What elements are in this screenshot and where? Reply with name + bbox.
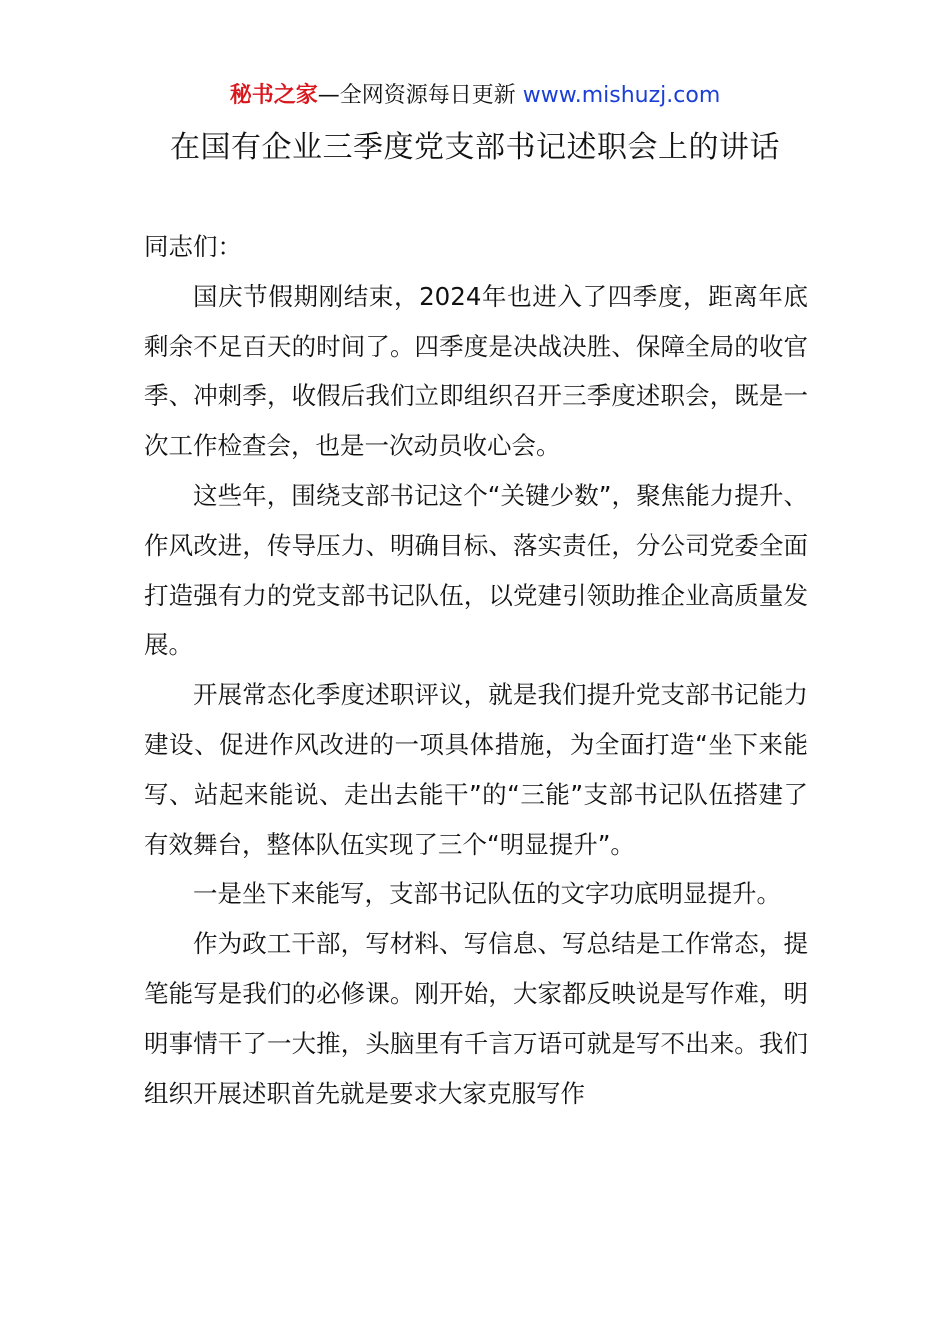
paragraph: 开展常态化季度述职评议，就是我们提升党支部书记能力建设、促进作风改进的一项具体措施，为全面打造“坐下来能写、站起来能说、走出去能干”的“三能”支部书记队伍搭建了有效舞台，整体队伍实现了三个“明显提升”。	[144, 680, 808, 859]
site-header	[0, 80, 950, 112]
site-url-link[interactable]: www.mishuzj.com	[522, 83, 721, 108]
paragraph: 一是坐下来能写，支部书记队伍的文字功底明显提升。	[193, 879, 781, 909]
document-body	[144, 222, 808, 1118]
brand-name: 秘书之家	[229, 83, 318, 108]
salutation: 同志们：	[144, 232, 242, 261]
header-tagline: —全网资源每日更新	[317, 83, 523, 108]
paragraph: 作为政工干部，写材料、写信息、写总结是工作常态，提笔能写是我们的必修课。刚开始，大家都反映说是写作难，明明事情干了一大推，头脑里有千言万语可就是写不出来。我们组织开展述职首先就是要求大家克服写作	[144, 929, 808, 1108]
paragraph: 这些年，围绕支部书记这个“关键少数”，聚焦能力提升、作风改进，传导压力、明确目标、落实责任，分公司党委全面打造强有力的党支部书记队伍，以党建引领助推企业高质量发展。	[144, 480, 808, 660]
paragraph: 国庆节假期刚结束，2024年也进入了四季度，距离年底剩余不足百天的时间了。四季度是决战决胜、保障全局的收官季、冲刺季，收假后我们立即组织召开三季度述职会，既是一次工作检查会，也是一次动员收心会。	[144, 281, 808, 461]
document-title: 在国有企业三季度党支部书记述职会上的讲话	[170, 130, 780, 165]
